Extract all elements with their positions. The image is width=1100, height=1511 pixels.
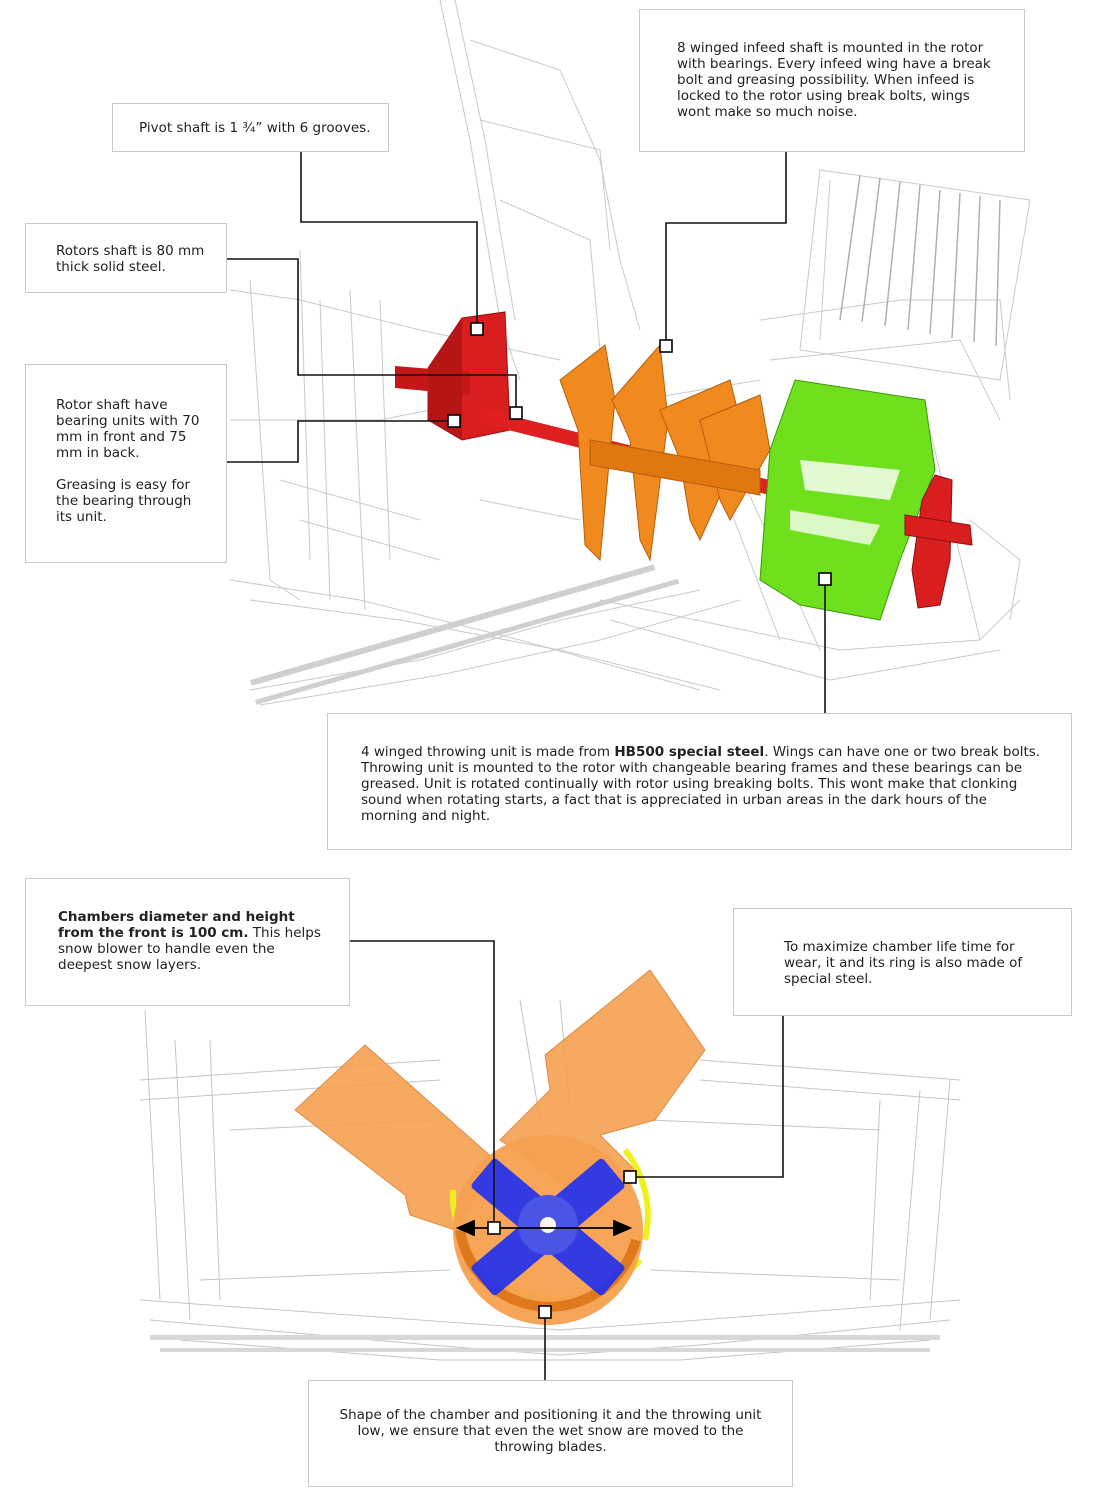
chamber-diameter-text-post: This helps snow blower to handle even the deepest snow layers. — [58, 925, 321, 973]
callout-chamber-wear — [733, 908, 1072, 1016]
callout-chamber-diameter — [25, 878, 350, 1006]
callout-pivot-shaft — [112, 103, 389, 152]
callout-chamber-diameter-text — [58, 909, 325, 973]
marker-infeed-shaft[interactable] — [660, 340, 672, 352]
leader-infeed-shaft — [666, 152, 786, 340]
callout-chamber-wear-text: To maximize chamber life time for wear, it and its ring is also made of special steel. — [784, 939, 1023, 987]
throwing-unit-text-post: . Wings can have one or two break bolts. Throwing unit is mounted to the rotor with changeable bearing frames and these bearings can be greased. Unit is rotated continually with rotor using breaking bolts. This wont make that clonking sound when rotating starts, a fact that is appreciated in urban areas in the dark hours of the morning and night. — [361, 744, 1041, 824]
callout-greasing-text: Greasing is easy for the bearing through its unit. — [56, 477, 192, 525]
marker-chamber-shape[interactable] — [539, 1306, 551, 1318]
callout-bearing-units — [25, 364, 227, 563]
marker-rotor-shaft[interactable] — [510, 407, 522, 419]
shute-fins — [840, 175, 1000, 346]
marker-throwing-unit[interactable] — [819, 573, 831, 585]
throwing-unit-text-pre: 4 winged throwing unit is made from — [361, 744, 615, 760]
chamber-diameter-text-bold: Chambers diameter and height from the front is 100 cm. — [58, 909, 295, 941]
leader-pivot-shaft — [301, 152, 477, 323]
callout-throwing-unit-text — [361, 744, 1047, 824]
callout-throwing-unit — [327, 713, 1072, 850]
marker-chamber-wear[interactable] — [624, 1171, 636, 1183]
callout-infeed-shaft — [639, 9, 1025, 152]
green-throwing-unit — [760, 380, 935, 620]
marker-pivot-shaft[interactable] — [471, 323, 483, 335]
callout-rotor-shaft-text: Rotors shaft is 80 mm thick solid steel. — [56, 243, 205, 275]
ground-rails — [250, 564, 679, 705]
callout-chamber-shape — [308, 1380, 793, 1487]
marker-bearing-units[interactable] — [448, 415, 460, 427]
callout-bearing-units-text: Rotor shaft have bearing units with 70 mm in front and 75 mm in back. — [56, 397, 200, 461]
throwing-unit-text-bold: HB500 special steel — [614, 744, 765, 760]
callout-pivot-shaft-text: Pivot shaft is 1 ¾” with 6 grooves. — [139, 120, 371, 136]
marker-chamber-diameter[interactable] — [488, 1222, 500, 1234]
callout-rotor-shaft — [25, 223, 227, 293]
callout-chamber-shape-text: Shape of the chamber and positioning it and the throwing unit low, we ensure that even the wet snow are moved to the throwing blades. — [339, 1407, 762, 1455]
callout-infeed-shaft-text: 8 winged infeed shaft is mounted in the rotor with bearings. Every infeed wing have a break bolt and greasing possibility. When infeed is locked to the rotor using break bolts, wings wont make so much noise. — [677, 40, 991, 120]
orange-infeed-wings — [560, 345, 770, 560]
